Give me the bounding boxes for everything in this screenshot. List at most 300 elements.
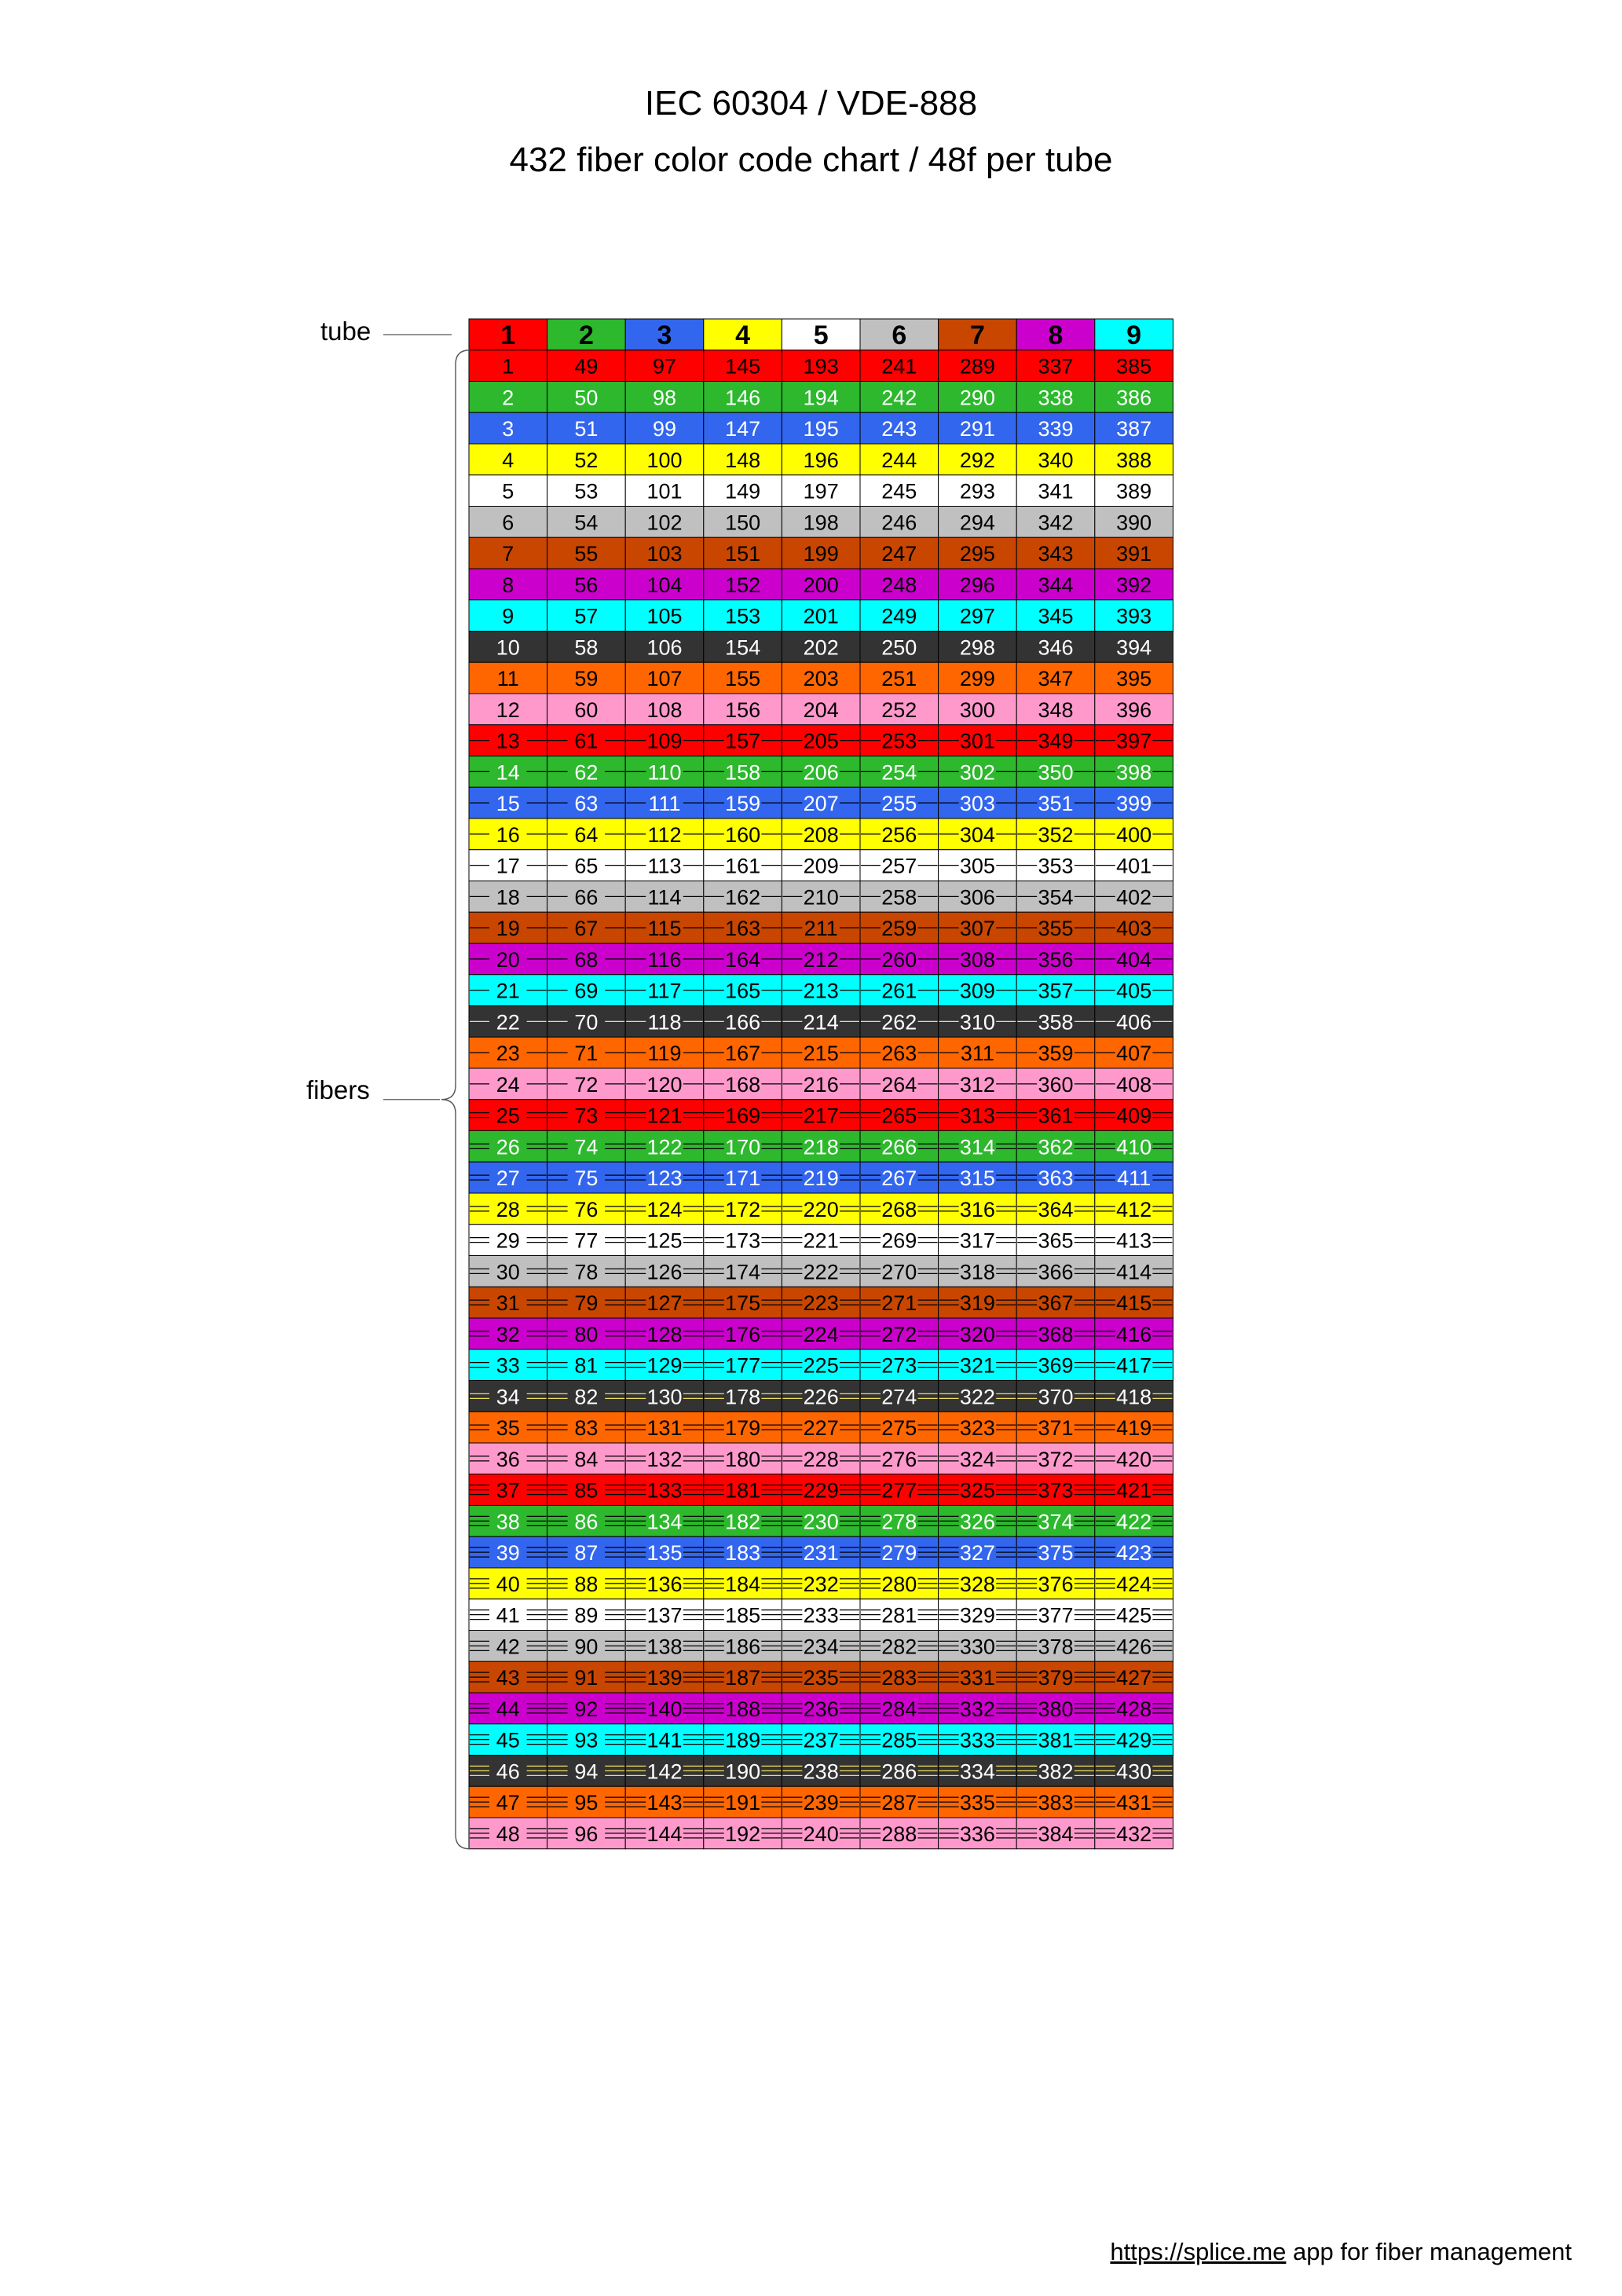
fiber-number: 48 xyxy=(496,1822,520,1846)
footer-text: app for fiber management xyxy=(1286,2238,1572,2265)
fiber-number: 366 xyxy=(1038,1260,1074,1284)
fiber-number: 7 xyxy=(502,542,514,566)
fiber-number: 138 xyxy=(646,1635,683,1659)
tube-header-label: 7 xyxy=(969,320,985,350)
fiber-number: 207 xyxy=(803,792,839,816)
fiber-number: 272 xyxy=(881,1322,917,1346)
fiber-number: 63 xyxy=(574,792,599,816)
fiber-number: 364 xyxy=(1038,1197,1074,1221)
fiber-number: 382 xyxy=(1038,1760,1074,1784)
fiber-number: 265 xyxy=(881,1104,917,1128)
fiber-number: 61 xyxy=(574,729,599,753)
fiber-number: 425 xyxy=(1116,1603,1152,1628)
fiber-number: 117 xyxy=(647,979,682,1003)
fiber-number: 34 xyxy=(496,1385,520,1409)
fiber-number: 189 xyxy=(725,1728,761,1752)
fiber-number: 392 xyxy=(1116,573,1152,597)
fiber-number: 201 xyxy=(803,604,839,628)
fiber-number: 369 xyxy=(1038,1353,1074,1378)
page-subtitle: 432 fiber color code chart / 48f per tube xyxy=(509,141,1113,179)
fiber-number: 179 xyxy=(725,1416,761,1441)
fiber-number: 27 xyxy=(496,1166,520,1191)
fiber-number: 24 xyxy=(496,1072,520,1097)
fiber-number: 402 xyxy=(1116,885,1152,910)
fiber-number: 411 xyxy=(1117,1166,1152,1191)
fiber-number: 142 xyxy=(646,1760,683,1784)
fiber-number: 56 xyxy=(574,573,599,597)
fiber-number: 194 xyxy=(803,386,839,410)
fiber-number: 120 xyxy=(646,1072,683,1097)
fiber-number: 122 xyxy=(646,1135,683,1159)
fiber-number: 377 xyxy=(1038,1603,1074,1628)
fiber-number: 197 xyxy=(803,479,839,504)
fiber-number: 375 xyxy=(1038,1541,1074,1565)
fiber-number: 316 xyxy=(959,1197,995,1221)
fiber-number: 118 xyxy=(647,1010,682,1034)
fiber-number: 395 xyxy=(1116,667,1152,691)
fiber-number: 199 xyxy=(803,542,839,566)
fiber-number: 248 xyxy=(881,573,917,597)
fiber-number: 350 xyxy=(1038,760,1074,785)
fiber-number: 6 xyxy=(502,511,514,535)
fiber-number: 102 xyxy=(646,511,683,535)
fiber-number: 212 xyxy=(803,947,839,972)
fiber-number: 355 xyxy=(1038,917,1074,941)
fiber-number: 217 xyxy=(803,1104,839,1128)
fiber-number: 123 xyxy=(646,1166,683,1191)
fiber-number: 167 xyxy=(725,1042,761,1066)
fiber-number: 70 xyxy=(574,1010,599,1034)
fiber-number: 273 xyxy=(881,1353,917,1378)
fiber-number: 223 xyxy=(803,1291,839,1316)
fiber-number: 336 xyxy=(959,1822,995,1846)
footer-link[interactable]: https://splice.me xyxy=(1110,2238,1287,2265)
fiber-number: 421 xyxy=(1116,1478,1152,1503)
fiber-number: 428 xyxy=(1116,1697,1152,1721)
fiber-number: 93 xyxy=(574,1728,599,1752)
fiber-number: 374 xyxy=(1038,1510,1074,1534)
fiber-number: 398 xyxy=(1116,760,1152,785)
fiber-number: 28 xyxy=(496,1197,520,1221)
fiber-number: 20 xyxy=(496,947,520,972)
fiber-number: 213 xyxy=(803,979,839,1003)
page-title: IEC 60304 / VDE-888 xyxy=(644,84,978,123)
fiber-number: 255 xyxy=(881,792,917,816)
fiber-number: 405 xyxy=(1116,979,1152,1003)
fiber-number: 280 xyxy=(881,1572,917,1596)
fiber-number: 241 xyxy=(881,354,917,379)
fiber-number: 5 xyxy=(502,479,514,504)
fiber-number: 222 xyxy=(803,1260,839,1284)
fiber-number: 353 xyxy=(1038,854,1074,878)
fiber-number: 368 xyxy=(1038,1322,1074,1346)
fiber-number: 326 xyxy=(959,1510,995,1534)
fiber-number: 152 xyxy=(725,573,761,597)
fiber-number: 11 xyxy=(496,667,519,691)
fiber-number: 146 xyxy=(725,386,761,410)
fiber-number: 162 xyxy=(725,885,761,910)
fiber-number: 431 xyxy=(1116,1791,1152,1815)
fiber-number: 264 xyxy=(881,1072,917,1097)
fiber-number: 416 xyxy=(1116,1322,1152,1346)
fiber-number: 69 xyxy=(574,979,599,1003)
fiber-number: 209 xyxy=(803,854,839,878)
fiber-number: 231 xyxy=(803,1541,839,1565)
fiber-number: 97 xyxy=(652,354,677,379)
fiber-number: 251 xyxy=(881,667,917,691)
fiber-number: 418 xyxy=(1116,1385,1152,1409)
fiber-number: 373 xyxy=(1038,1478,1074,1503)
fiber-number: 151 xyxy=(725,542,761,566)
fiber-number: 240 xyxy=(803,1822,839,1846)
fiber-number: 181 xyxy=(725,1478,761,1503)
fiber-number: 284 xyxy=(881,1697,917,1721)
fiber-number: 297 xyxy=(959,604,995,628)
fiber-number: 134 xyxy=(646,1510,683,1534)
fiber-number: 285 xyxy=(881,1728,917,1752)
fiber-number: 384 xyxy=(1038,1822,1074,1846)
fiber-number: 356 xyxy=(1038,947,1074,972)
fiber-number: 252 xyxy=(881,698,917,722)
fiber-number: 4 xyxy=(502,448,514,472)
fiber-number: 50 xyxy=(574,386,599,410)
fiber-number: 224 xyxy=(803,1322,839,1346)
fiber-number: 186 xyxy=(725,1635,761,1659)
fiber-number: 68 xyxy=(574,947,599,972)
fiber-number: 107 xyxy=(646,667,683,691)
fiber-number: 345 xyxy=(1038,604,1074,628)
fiber-number: 417 xyxy=(1116,1353,1152,1378)
fiber-number: 338 xyxy=(1038,386,1074,410)
fiber-number: 12 xyxy=(496,698,520,722)
fiber-number: 410 xyxy=(1116,1135,1152,1159)
fiber-number: 64 xyxy=(574,822,599,847)
fiber-number: 244 xyxy=(881,448,917,472)
fiber-number: 214 xyxy=(803,1010,839,1034)
fiber-number: 90 xyxy=(574,1635,599,1659)
fiber-number: 51 xyxy=(574,417,599,441)
fiber-number: 132 xyxy=(646,1447,683,1471)
fiber-number: 141 xyxy=(646,1728,683,1752)
fiber-number: 137 xyxy=(646,1603,683,1628)
fiber-number: 210 xyxy=(803,885,839,910)
fiber-number: 125 xyxy=(646,1229,683,1253)
fiber-number: 303 xyxy=(959,792,995,816)
fiber-number: 383 xyxy=(1038,1791,1074,1815)
fiber-number: 327 xyxy=(959,1541,995,1565)
fiber-number: 232 xyxy=(803,1572,839,1596)
fiber-number: 174 xyxy=(725,1260,761,1284)
fiber-number: 206 xyxy=(803,760,839,785)
fiber-number: 39 xyxy=(496,1541,520,1565)
fiber-number: 257 xyxy=(881,854,917,878)
fiber-number: 295 xyxy=(959,542,995,566)
fiber-number: 176 xyxy=(725,1322,761,1346)
fiber-number: 66 xyxy=(574,885,599,910)
fiber-number: 253 xyxy=(881,729,917,753)
fiber-number: 111 xyxy=(648,792,681,816)
fiber-number: 432 xyxy=(1116,1822,1152,1846)
fiber-number: 60 xyxy=(574,698,599,722)
fiber-number: 143 xyxy=(646,1791,683,1815)
fiber-number: 221 xyxy=(803,1229,839,1253)
fiber-number: 408 xyxy=(1116,1072,1152,1097)
fiber-number: 283 xyxy=(881,1666,917,1690)
fiber-number: 94 xyxy=(574,1760,599,1784)
fiber-number: 242 xyxy=(881,386,917,410)
fiber-number: 320 xyxy=(959,1322,995,1346)
fiber-number: 277 xyxy=(881,1478,917,1503)
fiber-number: 89 xyxy=(574,1603,599,1628)
fiber-number: 25 xyxy=(496,1104,520,1128)
fiber-number: 130 xyxy=(646,1385,683,1409)
fiber-number: 238 xyxy=(803,1760,839,1784)
tube-header-label: 6 xyxy=(892,320,907,350)
fiber-number: 360 xyxy=(1038,1072,1074,1097)
fiber-number: 329 xyxy=(959,1603,995,1628)
fiber-number: 228 xyxy=(803,1447,839,1471)
fiber-number: 155 xyxy=(725,667,761,691)
fiber-number: 14 xyxy=(496,760,520,785)
fiber-number: 15 xyxy=(496,792,520,816)
fiber-number: 110 xyxy=(647,760,682,785)
fiber-number: 16 xyxy=(496,822,520,847)
fiber-number: 220 xyxy=(803,1197,839,1221)
fiber-number: 234 xyxy=(803,1635,839,1659)
fiber-number: 79 xyxy=(574,1291,599,1316)
fiber-number: 106 xyxy=(646,635,683,660)
fiber-number: 323 xyxy=(959,1416,995,1441)
fiber-number: 116 xyxy=(647,947,682,972)
fiber-number: 296 xyxy=(959,573,995,597)
tube-header-label: 2 xyxy=(578,320,594,350)
fiber-number: 184 xyxy=(725,1572,761,1596)
fiber-number: 168 xyxy=(725,1072,761,1097)
fiber-number: 419 xyxy=(1116,1416,1152,1441)
fiber-number: 385 xyxy=(1116,354,1152,379)
fiber-number: 397 xyxy=(1116,729,1152,753)
fiber-number: 376 xyxy=(1038,1572,1074,1596)
fiber-number: 198 xyxy=(803,511,839,535)
fiber-number: 105 xyxy=(646,604,683,628)
fiber-number: 378 xyxy=(1038,1635,1074,1659)
fiber-number: 261 xyxy=(881,979,917,1003)
fiber-number: 258 xyxy=(881,885,917,910)
fiber-number: 45 xyxy=(496,1728,520,1752)
fiber-number: 287 xyxy=(881,1791,917,1815)
fiber-number: 365 xyxy=(1038,1229,1074,1253)
fiber-number: 396 xyxy=(1116,698,1152,722)
fiber-number: 358 xyxy=(1038,1010,1074,1034)
fiber-number: 99 xyxy=(652,417,677,441)
fibers-brace xyxy=(441,350,470,1849)
tube-header-label: 8 xyxy=(1048,320,1064,350)
fiber-number: 148 xyxy=(725,448,761,472)
fiber-number: 29 xyxy=(496,1229,520,1253)
fiber-number: 401 xyxy=(1116,854,1152,878)
fiber-number: 250 xyxy=(881,635,917,660)
fiber-number: 319 xyxy=(959,1291,995,1316)
fiber-number: 80 xyxy=(574,1322,599,1346)
fiber-number: 22 xyxy=(496,1010,520,1034)
fiber-number: 33 xyxy=(496,1353,520,1378)
fiber-number: 219 xyxy=(803,1166,839,1191)
fiber-number: 424 xyxy=(1116,1572,1152,1596)
fiber-number: 173 xyxy=(725,1229,761,1253)
fiber-number: 55 xyxy=(574,542,599,566)
fiber-number: 185 xyxy=(725,1603,761,1628)
fiber-number: 304 xyxy=(959,822,995,847)
fiber-number: 215 xyxy=(803,1042,839,1066)
fiber-number: 108 xyxy=(646,698,683,722)
fiber-number: 139 xyxy=(646,1666,683,1690)
fiber-number: 309 xyxy=(959,979,995,1003)
fiber-number: 98 xyxy=(652,386,677,410)
fiber-number: 144 xyxy=(646,1822,683,1846)
fiber-number: 78 xyxy=(574,1260,599,1284)
fiber-number: 415 xyxy=(1116,1291,1152,1316)
fiber-number: 291 xyxy=(959,417,995,441)
fiber-number: 266 xyxy=(881,1135,917,1159)
fiber-number: 127 xyxy=(646,1291,683,1316)
fiber-number: 429 xyxy=(1116,1728,1152,1752)
fiber-number: 161 xyxy=(725,854,761,878)
fiber-number: 293 xyxy=(959,479,995,504)
fiber-number: 140 xyxy=(646,1697,683,1721)
fiber-number: 211 xyxy=(804,917,838,941)
fiber-number: 187 xyxy=(725,1666,761,1690)
fiber-number: 409 xyxy=(1116,1104,1152,1128)
fibers-label: fibers xyxy=(306,1075,370,1104)
fiber-number: 413 xyxy=(1116,1229,1152,1253)
fiber-number: 236 xyxy=(803,1697,839,1721)
fiber-number: 10 xyxy=(496,635,520,660)
fiber-number: 18 xyxy=(496,885,520,910)
fiber-number: 95 xyxy=(574,1791,599,1815)
fiber-number: 254 xyxy=(881,760,917,785)
fiber-number: 71 xyxy=(574,1042,599,1066)
fiber-number: 300 xyxy=(959,698,995,722)
fiber-number: 427 xyxy=(1116,1666,1152,1690)
fiber-number: 114 xyxy=(647,885,682,910)
fiber-number: 349 xyxy=(1038,729,1074,753)
fiber-number: 230 xyxy=(803,1510,839,1534)
fiber-number: 49 xyxy=(574,354,599,379)
tube-header-label: 4 xyxy=(735,320,751,350)
fiber-number: 205 xyxy=(803,729,839,753)
fiber-number: 362 xyxy=(1038,1135,1074,1159)
fiber-number: 188 xyxy=(725,1697,761,1721)
fiber-number: 40 xyxy=(496,1572,520,1596)
fiber-number: 42 xyxy=(496,1635,520,1659)
fiber-number: 87 xyxy=(574,1541,599,1565)
fiber-number: 190 xyxy=(725,1760,761,1784)
fiber-number: 153 xyxy=(725,604,761,628)
fiber-number: 400 xyxy=(1116,822,1152,847)
fiber-number: 46 xyxy=(496,1760,520,1784)
fiber-number: 239 xyxy=(803,1791,839,1815)
fiber-number: 44 xyxy=(496,1697,520,1721)
fiber-number: 260 xyxy=(881,947,917,972)
fiber-number: 247 xyxy=(881,542,917,566)
fiber-number: 348 xyxy=(1038,698,1074,722)
fiber-number: 388 xyxy=(1116,448,1152,472)
fiber-number: 318 xyxy=(959,1260,995,1284)
fiber-number: 311 xyxy=(960,1042,994,1066)
fiber-number: 182 xyxy=(725,1510,761,1534)
fiber-number: 281 xyxy=(881,1603,917,1628)
fiber-number: 371 xyxy=(1038,1416,1074,1441)
fiber-number: 157 xyxy=(725,729,761,753)
fiber-number: 361 xyxy=(1038,1104,1074,1128)
fiber-number: 65 xyxy=(574,854,599,878)
fiber-number: 74 xyxy=(574,1135,599,1159)
fiber-number: 302 xyxy=(959,760,995,785)
fiber-number: 430 xyxy=(1116,1760,1152,1784)
fiber-number: 171 xyxy=(725,1166,761,1191)
fiber-number: 288 xyxy=(881,1822,917,1846)
fiber-number: 343 xyxy=(1038,542,1074,566)
fiber-number: 286 xyxy=(881,1760,917,1784)
fiber-number: 104 xyxy=(646,573,683,597)
fiber-number: 9 xyxy=(502,604,514,628)
fiber-number: 322 xyxy=(959,1385,995,1409)
fiber-number: 328 xyxy=(959,1572,995,1596)
fiber-number: 352 xyxy=(1038,822,1074,847)
fiber-number: 229 xyxy=(803,1478,839,1503)
fiber-number: 67 xyxy=(574,917,599,941)
fiber-number: 129 xyxy=(646,1353,683,1378)
fiber-number: 275 xyxy=(881,1416,917,1441)
fiber-number: 357 xyxy=(1038,979,1074,1003)
fiber-number: 77 xyxy=(574,1229,599,1253)
fiber-number: 282 xyxy=(881,1635,917,1659)
fiber-number: 315 xyxy=(959,1166,995,1191)
fiber-number: 331 xyxy=(959,1666,995,1690)
fiber-number: 113 xyxy=(647,854,682,878)
fiber-number: 128 xyxy=(646,1322,683,1346)
fiber-number: 19 xyxy=(496,917,520,941)
fiber-number: 390 xyxy=(1116,511,1152,535)
fiber-number: 299 xyxy=(959,667,995,691)
fiber-number: 399 xyxy=(1116,792,1152,816)
fiber-number: 340 xyxy=(1038,448,1074,472)
fiber-number: 2 xyxy=(502,386,514,410)
fiber-number: 37 xyxy=(496,1478,520,1503)
fiber-number: 294 xyxy=(959,511,995,535)
fiber-number: 8 xyxy=(502,573,514,597)
fiber-number: 243 xyxy=(881,417,917,441)
fiber-number: 88 xyxy=(574,1572,599,1596)
fiber-number: 175 xyxy=(725,1291,761,1316)
fiber-number: 354 xyxy=(1038,885,1074,910)
fiber-number: 342 xyxy=(1038,511,1074,535)
fiber-number: 335 xyxy=(959,1791,995,1815)
fiber-number: 119 xyxy=(647,1042,682,1066)
fiber-number: 403 xyxy=(1116,917,1152,941)
fiber-number: 305 xyxy=(959,854,995,878)
fiber-number: 47 xyxy=(496,1791,520,1815)
fiber-number: 73 xyxy=(574,1104,599,1128)
fiber-number: 58 xyxy=(574,635,599,660)
fiber-number: 81 xyxy=(574,1353,599,1378)
fiber-number: 158 xyxy=(725,760,761,785)
fiber-number: 246 xyxy=(881,511,917,535)
fiber-number: 82 xyxy=(574,1385,599,1409)
fiber-number: 426 xyxy=(1116,1635,1152,1659)
fiber-number: 233 xyxy=(803,1603,839,1628)
fiber-number: 57 xyxy=(574,604,599,628)
